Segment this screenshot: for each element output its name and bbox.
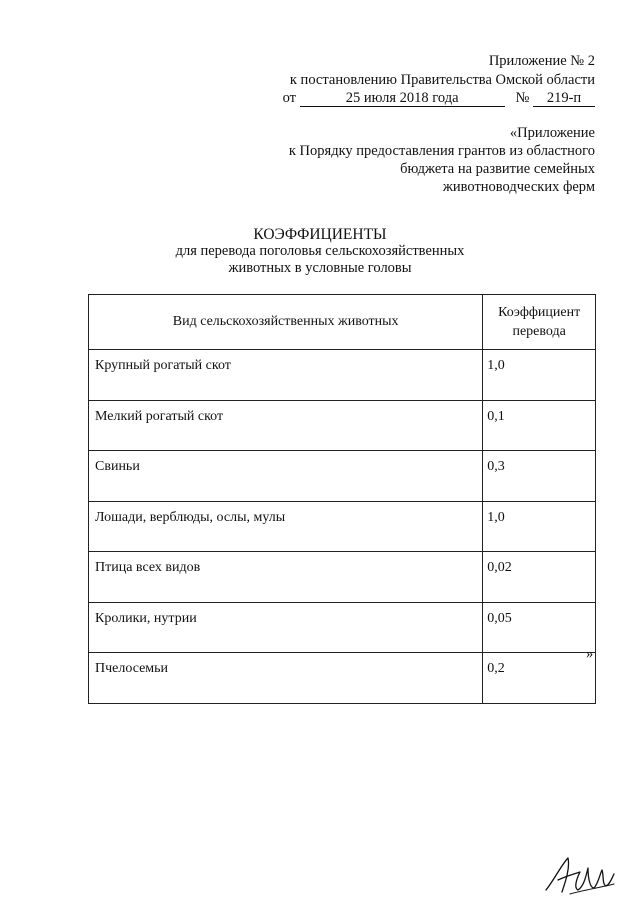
table-row [89,552,596,603]
title-subline-2: животных в условные головы [228,260,412,276]
animal-type-header: Вид сельскохозяйственных животных [89,295,483,350]
table-row [89,602,596,653]
animal-name: Свиньи [89,451,483,502]
coefficient-value: 0,3 [483,451,596,502]
sub-appendix-label: «Приложение [509,125,595,141]
handwritten-signature [540,850,620,898]
date-number-line [283,89,595,108]
coefficient-value: 0,1 [483,400,596,451]
document-title [0,226,640,277]
animal-name: Пчелосемьи [89,653,483,704]
table-header-row [89,295,596,350]
coefficient-value: 0,05 [483,602,596,653]
animal-name: Крупный рогатый скот [89,350,483,401]
table-row [89,400,596,451]
resolution-date: 25 июля 2018 года [300,91,505,107]
sub-procedure-line: к Порядку предоставления грантов из областного [288,143,595,159]
coefficient-value: 1,0 [483,350,596,401]
coefficient-value: 0,02 [483,552,596,603]
sub-budget-line: бюджета на развитие семейных [400,161,595,177]
table-row [89,451,596,502]
closing-quote: » [586,646,594,662]
number-label: № [515,90,530,106]
coefficient-value: 1,0 [483,501,596,552]
from-label: от [282,90,297,106]
procedure-reference [289,124,595,196]
appendix-number: Приложение № 2 [488,53,595,69]
table-row [89,653,596,704]
title-heading: КОЭФФИЦИЕНТЫ [253,226,387,243]
coefficients-table [88,294,596,704]
table-row [89,350,596,401]
sub-farms-line: животноводческих ферм [442,179,595,195]
coefficient-header [483,295,596,350]
resolution-reference: к постановлению Правительства Омской области [289,71,595,88]
resolution-number: 219-п [533,91,595,107]
title-subline-1: для перевода поголовья сельскохозяйственных [175,243,465,259]
document-header [283,52,595,108]
animal-name: Кролики, нутрии [89,602,483,653]
coefficient-header-line2: перевода [512,324,566,339]
animal-name: Лошади, верблюды, ослы, мулы [89,501,483,552]
animal-name: Мелкий рогатый скот [89,400,483,451]
coefficient-header-line1: Коэффициент [498,305,581,320]
animal-name: Птица всех видов [89,552,483,603]
coefficient-value: 0,2 [483,653,596,704]
table-row [89,501,596,552]
